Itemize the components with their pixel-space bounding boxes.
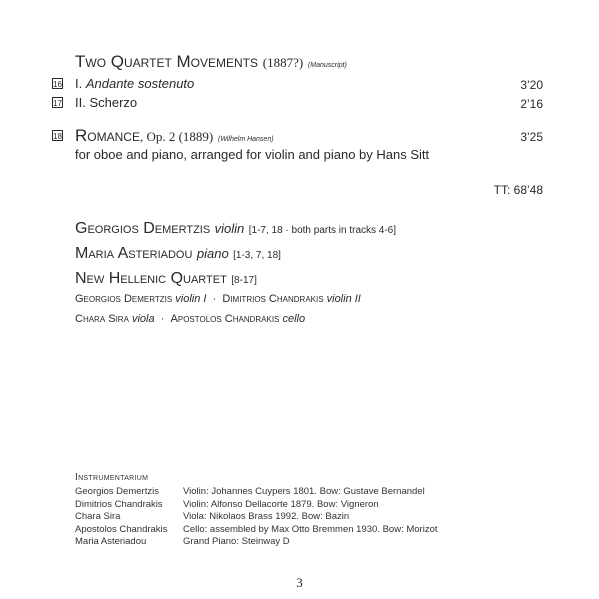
performer-line <box>75 270 257 288</box>
track-number-box <box>52 78 63 89</box>
performer-name: Maria Asteriadou <box>75 245 193 262</box>
instrumentarium-player: Apostolos Chandrakis <box>75 523 168 535</box>
page-number: 3 <box>296 575 303 590</box>
member-name: Dimitrios Chandrakis <box>222 293 324 305</box>
work2-opus: , Op. 2 (1889) <box>139 129 214 144</box>
work1-title-year: (1887?) <box>262 55 304 70</box>
instrumentarium-instruments <box>183 486 438 549</box>
member-role: violin I <box>175 293 207 305</box>
performer-line <box>75 245 281 263</box>
instrumentarium-player: Dimitrios Chandrakis <box>75 498 163 510</box>
work2-title-main: Romance <box>75 126 140 145</box>
track-title <box>75 95 137 110</box>
work1-title-main: Two Quartet Movements <box>75 52 258 71</box>
performer-line <box>75 220 396 238</box>
instrumentarium-instrument: Cello: assembled by Max Otto Bremmen 1930. Bow: Morizot <box>183 523 438 535</box>
performer-tracks: [1-3, 7, 18] <box>233 250 281 261</box>
performer-role: violin <box>214 221 245 236</box>
track-title-prefix: I. <box>75 76 86 91</box>
work2-duration: 3’25 <box>520 130 543 144</box>
work2-description: for oboe and piano, arranged for violin and piano by Hans Sitt <box>75 147 430 162</box>
track-title <box>75 76 194 91</box>
member-role: cello <box>282 313 306 325</box>
track-number-box <box>52 97 63 108</box>
instrumentarium-instrument: Grand Piano: Steinway D <box>183 536 290 547</box>
quartet-members-line <box>75 293 361 305</box>
work1-title <box>75 52 347 72</box>
work2-note: (Wilhelm Hansen) <box>217 136 274 143</box>
track-duration: 3’20 <box>520 78 543 92</box>
work1-title-note: (Manuscript) <box>307 62 347 69</box>
instrumentarium-instrument: Violin: Alfonso Dellacorte 1879. Bow: Vigneron <box>183 498 379 510</box>
track-number: 16 <box>53 80 62 89</box>
performer-name: Georgios Demertzis <box>75 220 211 237</box>
instrumentarium-instrument: Viola: Nikolaos Brass 1992. Bow: Bazin <box>183 511 350 522</box>
performer-tracks: [8-17] <box>231 275 257 286</box>
member-role: viola <box>131 313 155 325</box>
instrumentarium-heading: Instrumentarium <box>75 472 149 483</box>
instrumentarium-player: Georgios Demertzis <box>75 486 159 497</box>
total-time: TT: 68’48 <box>493 183 543 197</box>
track-duration: 2’16 <box>520 97 543 111</box>
separator-dot: · <box>212 293 217 305</box>
performer-role: piano <box>196 246 229 261</box>
member-name: Apostolos Chandrakis <box>170 313 280 325</box>
track-number: 18 <box>53 132 62 141</box>
track-number-box <box>52 130 63 141</box>
member-name: Georgios Demertzis <box>75 293 173 305</box>
member-name: Chara Sira <box>75 313 129 325</box>
instrumentarium-instrument: Violin: Johannes Cuypers 1801. Bow: Gustave Bernandel <box>183 486 425 497</box>
member-role: violin II <box>326 293 361 305</box>
track-title-prefix: II. Scherzo <box>75 95 138 110</box>
instrumentarium-players <box>75 486 167 549</box>
work2-title <box>75 126 274 146</box>
separator-dot: · <box>160 313 165 325</box>
track-number: 17 <box>53 99 62 108</box>
instrumentarium-player: Chara Sira <box>75 511 121 522</box>
instrumentarium-player: Maria Asteriadou <box>75 536 147 547</box>
performer-tracks: [1-7, 18 · both parts in tracks 4-6] <box>248 225 397 236</box>
performer-name: New Hellenic Quartet <box>75 270 227 287</box>
track-title-italic: Andante sostenuto <box>85 76 195 91</box>
quartet-members-line <box>75 313 305 325</box>
